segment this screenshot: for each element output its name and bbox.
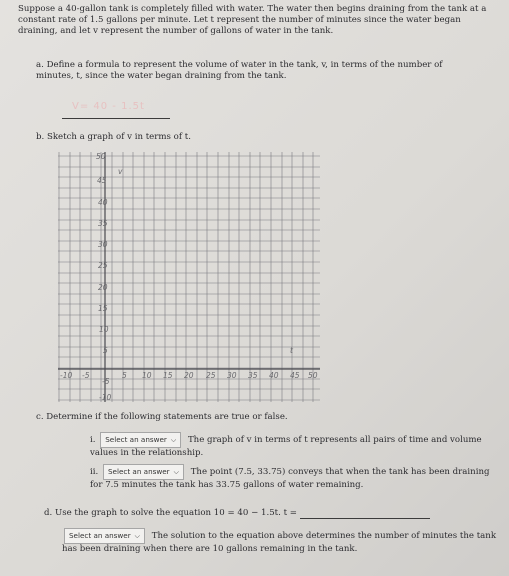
x-tick-label: 10 [142, 371, 152, 380]
x-tick-label: 15 [163, 371, 173, 380]
y-tick-label: 20 [98, 283, 108, 292]
v-axis-label: v [118, 167, 123, 176]
statement-ii-text: The point (7.5, 33.75) conveys that when the tank has been draining for 7.5 minutes the tank has 33.75 gallons of water remaining. [90, 467, 490, 490]
final-select[interactable] [64, 528, 145, 544]
part-c-question: c. Determine if the following statements are true or false. [36, 412, 288, 422]
problem-intro: Suppose a 40-gallon tank is completely filled with water. The water then begins draining from the tank at a constant rate of 1.5 gallons per minute. Let t represent the number of minutes since the water began draining, and let v represent the number of gallons of water in the tank. [18, 4, 487, 36]
y-tick-label: -5 [102, 377, 110, 386]
statement-i [90, 432, 500, 459]
part-d-question [44, 508, 464, 519]
y-tick-label: 35 [98, 219, 108, 228]
part-d-text: d. Use the graph to solve the equation 10 = 40 − 1.5t. t = [44, 508, 297, 518]
chevron-down-icon: ⌵ [173, 468, 179, 476]
x-tick-label: 5 [122, 371, 127, 380]
x-tick-label: 25 [206, 371, 216, 380]
y-tick-label: -10 [99, 393, 112, 402]
y-tick-label: 5 [103, 346, 108, 355]
x-tick-label: -10 [60, 371, 73, 380]
y-tick-label: 10 [99, 325, 109, 334]
final-statement [62, 528, 502, 555]
statement-ii-number: ii. [90, 467, 99, 477]
final-text: The solution to the equation above determines the number of minutes the tank has been draining when there are 10 gallons remaining in the tank. [62, 531, 497, 554]
y-tick-label: 15 [98, 304, 108, 313]
part-b-question: b. Sketch a graph of v in terms of t. [36, 132, 191, 142]
t-axis-label: t [290, 346, 293, 355]
y-tick-label: 30 [98, 240, 108, 249]
statement-ii [90, 464, 500, 491]
part-a-question: a. Define a formula to represent the volume of water in the tank, v, in terms of the number of minutes, t, since the water began draining from the tank. [36, 60, 443, 81]
statement-ii-select[interactable] [103, 464, 184, 480]
statement-i-select-label: Select an answer [105, 435, 167, 444]
x-tick-label: 50 [308, 371, 318, 380]
x-tick-label: 35 [248, 371, 258, 380]
chevron-down-icon: ⌵ [134, 532, 140, 540]
statement-i-number: i. [90, 435, 96, 445]
x-tick-label: -5 [82, 371, 90, 380]
part-d-answer-input[interactable] [300, 508, 430, 519]
x-tick-label: 40 [269, 371, 279, 380]
final-select-label: Select an answer [69, 531, 131, 540]
statement-i-text: The graph of v in terms of t represents all pairs of time and volume values in the relationship. [90, 435, 482, 458]
part-a-handwritten-answer: V= 40 - 1.5t [72, 101, 145, 112]
coordinate-grid[interactable] [58, 152, 320, 412]
x-tick-label: 30 [227, 371, 237, 380]
y-tick-label: 25 [98, 261, 108, 270]
statement-ii-select-label: Select an answer [107, 467, 170, 476]
y-tick-label: 50 [96, 152, 106, 161]
y-tick-label: 45 [97, 176, 107, 185]
x-tick-label: 20 [184, 371, 194, 380]
x-tick-label: 45 [290, 371, 300, 380]
y-tick-label: 40 [98, 198, 108, 207]
statement-i-select[interactable] [100, 432, 181, 448]
chevron-down-icon: ⌵ [170, 436, 177, 444]
